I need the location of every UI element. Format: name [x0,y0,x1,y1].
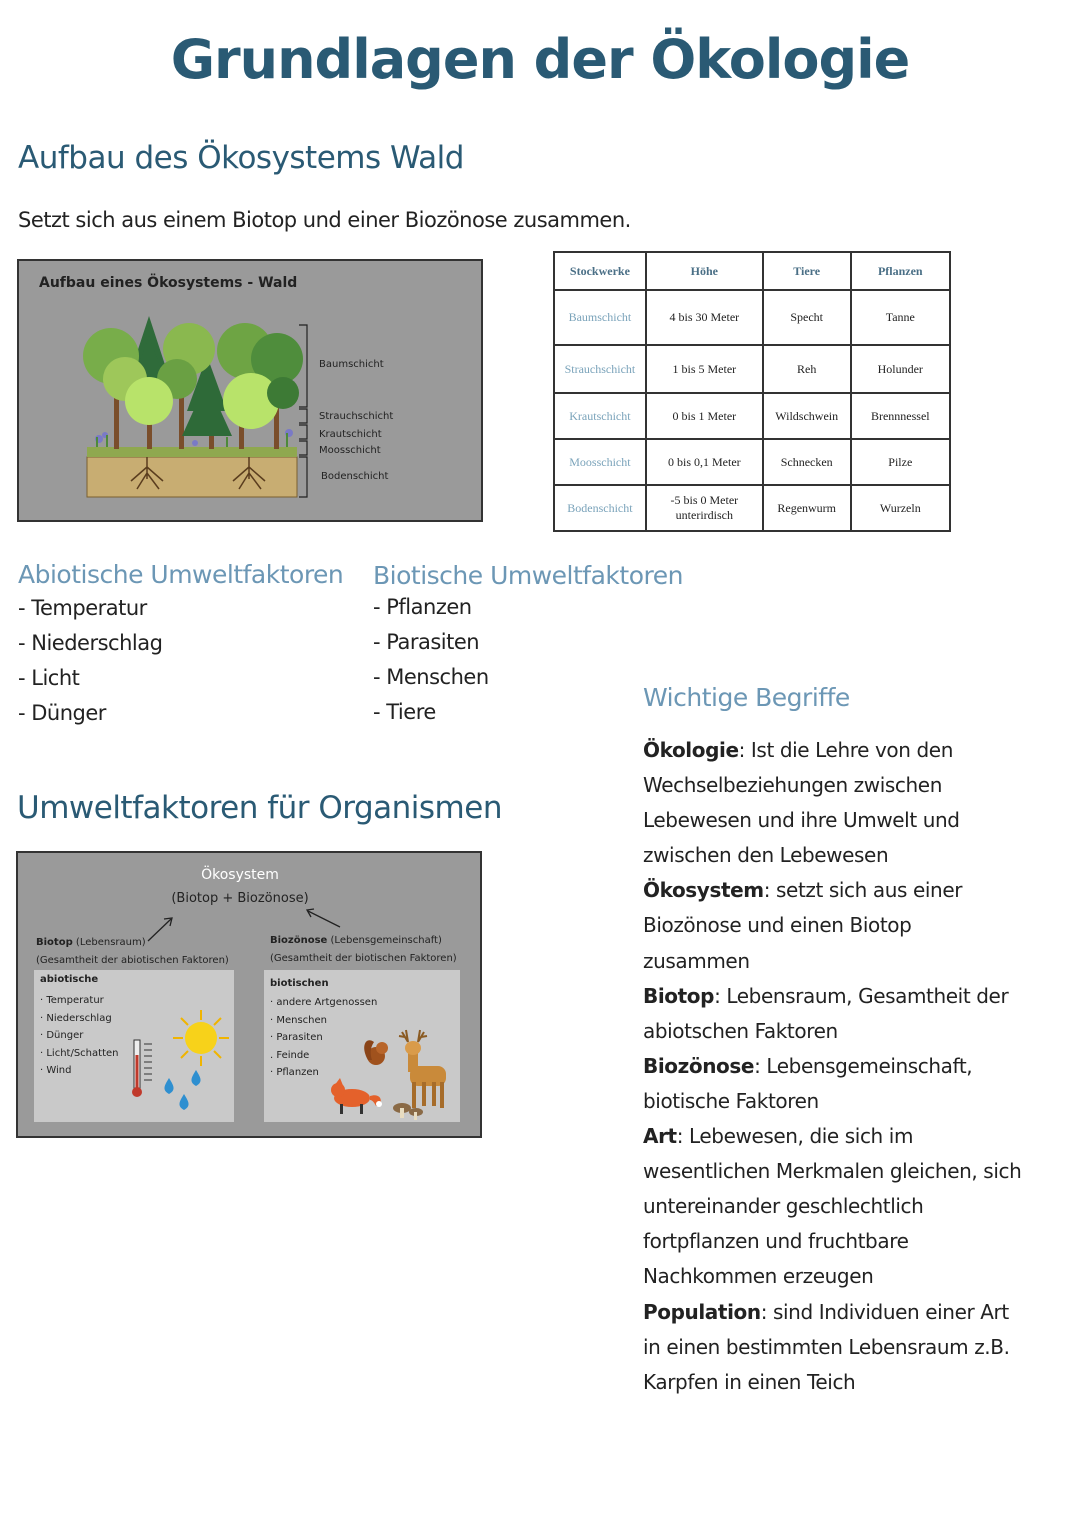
biotic-list [373,590,489,730]
layer-label-krautschicht: Krautschicht [319,429,382,440]
table-cell: 0 bis 1 Meter [646,393,763,439]
table-cell: Holunder [851,345,950,393]
glossary-def: : sind Individuen einer Art in einen bestimmten Lebensraum z.B. Karpfen in einen Teich [643,1299,1010,1394]
layer-label-moosschicht: Moosschicht [319,445,381,456]
forest-figure [17,259,483,522]
rain-drops-icon [164,1070,200,1110]
weather-icons [124,1000,234,1122]
deer-icon [399,1030,446,1108]
table-cell: Wildschwein [763,393,851,439]
table-row [554,485,950,531]
layer-label-strauchschicht: Strauchschicht [319,411,394,422]
table-cell: 0 bis 0,1 Meter [646,439,763,485]
list-item: - Niederschlag [18,631,163,655]
biotic-panel-head: biotischen [270,978,329,989]
ecosystem-diagram [16,851,482,1138]
glossary-term: Art [643,1124,677,1149]
table-cell: Pilze [851,439,950,485]
list-item: · Wind [40,1065,72,1076]
table-cell: -5 bis 0 Meter unterirdisch [646,485,763,531]
table-cell: Baumschicht [554,290,646,345]
table-row [554,345,950,393]
intro-text: Setzt sich aus einem Biotop und einer Biozönose zusammen. [18,208,631,232]
list-item: - Pflanzen [373,595,472,619]
glossary-item [643,873,1023,978]
list-item: · Dünger [40,1030,84,1041]
list-item: - Parasiten [373,630,480,654]
biozoenose-title [270,935,442,946]
glossary-item [643,1119,1023,1294]
glossary-item [643,1049,1023,1119]
glossary-heading: Wichtige Begriffe [643,683,850,712]
glossary-def: : Lebewesen, die sich im wesentlichen Merkmalen gleichen, sich untereinander geschlechtlich fortpflanzen und fruchtbare Nachkommen erzeugen [643,1124,1022,1289]
biotop-title-note: (Lebensraum) [75,937,146,948]
table-header: Stockwerke [554,252,646,290]
table-cell: Specht [763,290,851,345]
list-item: - Tiere [373,700,436,724]
biotic-panel [264,970,460,1122]
list-item: · andere Artgenossen [270,997,378,1008]
forest-illustration [19,261,481,520]
glossary-item [643,979,1023,1049]
list-item: · Menschen [270,1014,328,1026]
table-cell: Moosschicht [554,439,646,485]
table-cell: 1 bis 5 Meter [646,345,763,393]
list-item: - Dünger [18,701,106,725]
strata-table [553,251,951,532]
list-item: - Menschen [373,665,489,689]
table-cell: Reh [763,345,851,393]
table-cell: Wurzeln [851,485,950,531]
table-cell: Bodenschicht [554,485,646,531]
thermometer-icon [132,1040,152,1097]
squirrel-icon [364,1040,388,1065]
table-header-row [554,252,950,290]
table-row [554,290,950,345]
list-item: · Niederschlag [40,1012,112,1024]
glossary-def: : Ist die Lehre von den Wechselbeziehungen zwischen Lebewesen und ihre Umwelt und zwischen den Lebewesen [643,738,960,868]
diagram-top-sub: (Biotop + Biozönose) [171,891,309,906]
abiotic-panel [34,970,234,1122]
glossary-term: Ökosystem [643,878,764,903]
list-item: - Licht [18,666,80,690]
table-cell: Krautschicht [554,393,646,439]
glossary-def: : setzt sich aus einer Biozönose und einen Biotop zusammen [643,878,963,973]
biotop-title [36,937,146,948]
animal-icons [326,1026,460,1122]
glossary-def: : Lebensraum, Gesamtheit der abiotschen Faktoren [643,983,1009,1043]
glossary-terms [643,733,1023,1400]
table-header: Pflanzen [851,252,950,290]
table-row [554,393,950,439]
table-header: Höhe [646,252,763,290]
biozoenose-sub: (Gesamtheit der biotischen Faktoren) [270,953,457,964]
section-heading-ecosystem: Aufbau des Ökosystems Wald [18,140,464,176]
forest-figure-title: Aufbau eines Ökosystems - Wald [39,275,298,291]
glossary-term: Biotop [643,983,715,1008]
abiotic-list [18,591,162,731]
table-header: Tiere [763,252,851,290]
glossary-term: Population [643,1299,761,1324]
diagram-top-title: Ökosystem [201,867,279,883]
table-row [554,439,950,485]
layer-label-baumschicht: Baumschicht [319,359,384,370]
table-cell: Tanne [851,290,950,345]
list-item: - Temperatur [18,596,147,620]
page-title: Grundlagen der Ökologie [170,28,910,91]
mushroom-icon [393,1103,423,1120]
list-item: . Feinde [270,1049,310,1061]
biozoenose-title-bold: Biozönose [270,935,328,946]
list-item: · Parasiten [270,1032,323,1043]
fox-icon [331,1078,382,1114]
layer-label-bodenschicht: Bodenschicht [321,471,389,482]
biozoenose-title-note: (Lebensgemeinschaft) [330,935,442,946]
abiotic-panel-list [40,992,118,1080]
list-item: · Temperatur [40,995,104,1006]
glossary-term: Ökologie [643,738,739,762]
list-item: · Pflanzen [270,1067,319,1078]
biotop-title-bold: Biotop [36,937,73,948]
section-heading-factors: Umweltfaktoren für Organismen [17,790,502,826]
biotic-heading: Biotische Umweltfaktoren [373,561,683,590]
table-cell: Brennnessel [851,393,950,439]
glossary-def: : Lebensgemeinschaft, biotische Faktoren [643,1053,973,1113]
table-cell: Regenwurm [763,485,851,531]
biotop-sub: (Gesamtheit der abiotischen Faktoren) [36,955,229,966]
abiotic-panel-head: abiotische [40,974,99,985]
table-cell: Strauchschicht [554,345,646,393]
table-cell: Schnecken [763,439,851,485]
list-item: · Licht/Schatten [40,1047,119,1059]
glossary-item [643,733,1023,873]
table-cell: 4 bis 30 Meter [646,290,763,345]
glossary-item [643,1295,1023,1400]
abiotic-heading: Abiotische Umweltfaktoren [18,560,344,589]
glossary-term: Biozönose [643,1053,755,1078]
